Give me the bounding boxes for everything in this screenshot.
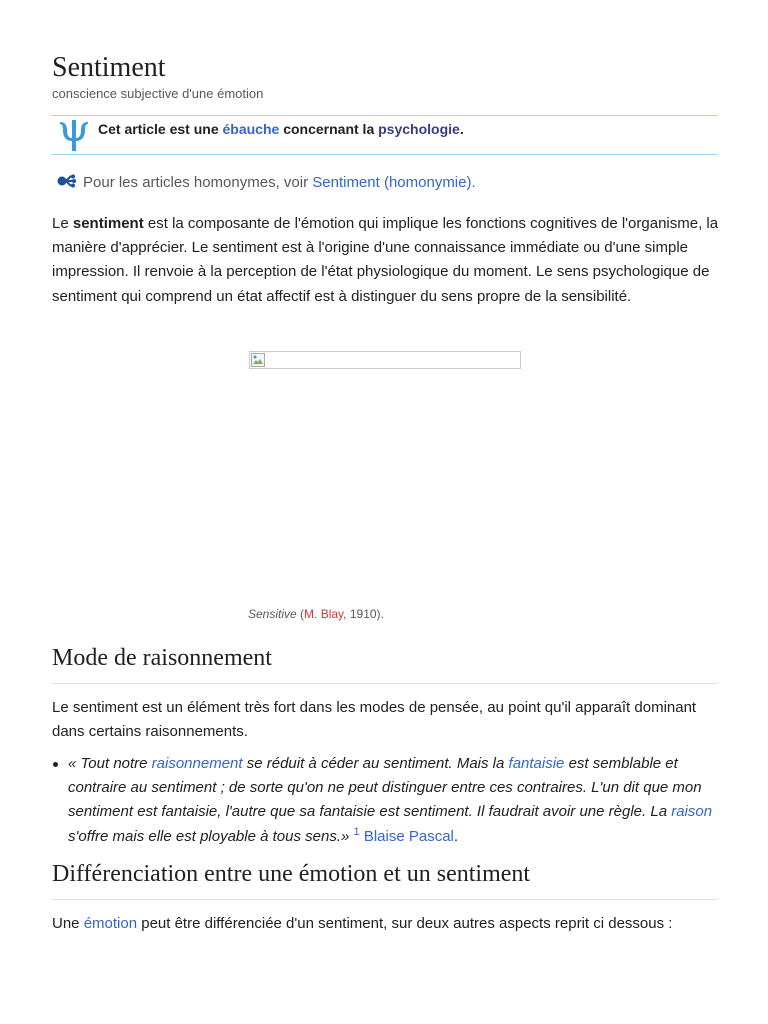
psi-icon <box>57 118 91 154</box>
raisonnement-paragraph: Le sentiment est un élément très fort dans les modes de pensée, au point qu'il apparaît dominant dans certains raisonnements. <box>52 699 697 741</box>
stub-text: Cet article est une ébauche concernant la psychologie. <box>98 121 464 137</box>
raison-link[interactable]: raison <box>671 803 713 821</box>
page-subtitle: conscience subjective d'une émotion <box>52 86 264 101</box>
emotion-link[interactable]: émotion <box>83 915 138 932</box>
pascal-link[interactable]: Blaise Pascal <box>363 827 454 845</box>
stub-notice <box>52 115 717 155</box>
fantaisie-link[interactable]: fantaisie <box>508 755 565 772</box>
quote-list <box>52 752 720 849</box>
figure-image[interactable] <box>249 351 521 369</box>
disambiguation-icon <box>57 174 79 188</box>
blay-link[interactable]: M. Blay <box>304 607 344 621</box>
differenciation-paragraph: Une émotion peut être différenciée d'un sentiment, sur deux autres aspects reprit ci dessous : <box>52 915 673 932</box>
ebauche-link[interactable]: ébauche <box>222 121 280 137</box>
figure-caption: Sensitive (M. Blay, 1910). <box>248 607 384 621</box>
psychologie-link[interactable]: psychologie <box>378 121 460 137</box>
section-heading-raisonnement: Mode de raisonnement <box>52 643 718 684</box>
homonym-notice: Pour les articles homonymes, voir Sentiment (homonymie). <box>57 173 476 193</box>
homonymie-link[interactable]: Sentiment (homonymie) <box>312 174 472 191</box>
section-heading-differenciation: Différenciation entre une émotion et un sentiment <box>52 859 718 900</box>
broken-image-icon <box>251 353 265 367</box>
reference-link[interactable]: 1 <box>353 825 360 838</box>
page-title: Sentiment <box>52 52 166 83</box>
list-item: « Tout notre raisonnement se réduit à céder au sentiment. Mais la fantaisie est semblable et contraire au sentiment ; de sorte qu'on ne peut distinguer entre ces contraires. L'un dit que mon sentiment est fantaisie, l'autre que sa fantaisie est sentiment. Il faudrait avoir une règle. La raison s'offre mais elle est ployable à tous sens.» $^1$ Blaise Pascal. <box>52 752 720 849</box>
intro-paragraph: Le sentiment est la composante de l'émotion qui implique les fonctions cognitives de l'organisme, la manière d'apprécier. Le sentiment est à l'origine d'une connaissance immédiate ou d'une simple impression. Il renvoie à la perception de l'état physiologique du moment. Le sens psychologique de sentiment qui comprend un état affectif est à distinguer du sens propre de la sensibilité. <box>52 215 719 305</box>
raisonnement-link[interactable]: raisonnement <box>151 755 243 772</box>
